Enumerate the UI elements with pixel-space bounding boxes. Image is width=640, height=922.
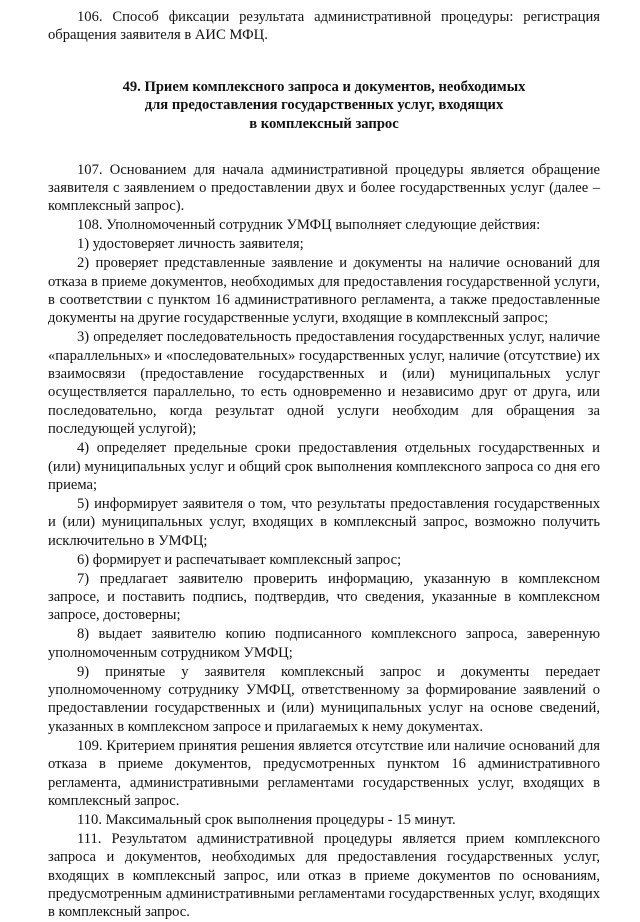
list-item-5: 5) информирует заявителя о том, что результаты предоставления государственных и (или) муниципальных услуг, входящих в комплексный запрос, возможно получить исключительно в УМФЦ;	[48, 495, 600, 549]
paragraph-108: 108. Уполномоченный сотрудник УМФЦ выполняет следующие действия:	[77, 217, 541, 234]
paragraph-107: 107. Основанием для начала административной процедуры является обращение заявителя с заявлением о предоставлении двух и более государственных услуг (далее – комплексный запрос).	[48, 161, 600, 215]
paragraph-111: 111. Результатом административной процедуры является прием комплексного запроса и документов, необходимых для предоставления государственных услуг, входящих в комплексный запрос, или отказ в приеме документов по основаниям, предусмотренным административными регламентами государственных услуг, входящих в комплексный запрос.	[48, 830, 600, 921]
paragraph-110: 110. Максимальный срок выполнения процедуры - 15 минут.	[77, 811, 456, 828]
list-item-1: 1) удостоверяет личность заявителя;	[77, 236, 304, 253]
list-item-8: 8) выдает заявителю копию подписанного комплексного запроса, заверенную уполномоченным сотрудником УМФЦ;	[48, 626, 600, 661]
section-heading	[48, 78, 600, 134]
heading-line-2: для предоставления государственных услуг, входящих	[144, 97, 504, 114]
heading-line-3: в комплексный запрос	[249, 116, 399, 132]
list-item-7: 7) предлагает заявителю проверить информацию, указанную в комплексном запросе, и поставить подпись, подтвердив, что сведения, указанные в комплексном запросе, достоверны;	[48, 570, 600, 624]
list-item-4: 4) определяет предельные сроки предоставления отдельных государственных и (или) муниципальных услуг и общий срок выполнения комплексного запроса со дня его приема;	[48, 440, 600, 493]
list-item-3: 3) определяет последовательность предоставления государственных услуг, наличие «параллельных» и «последовательных» государственных услуг, наличие (отсутствие) их взаимосвязи (предоставление государственных и (или) муниципальных услуг осуществляется параллельно, то есть одновременно и независимо друг от друга, или последовательно, когда результат одной услуги необходим для обращения за последующей услугой);	[48, 329, 600, 438]
document-page	[48, 8, 600, 922]
list-item-2: 2) проверяет представленные заявление и документы на наличие оснований для отказа в приеме документов, необходимых для предоставления государственной услуги, в соответствии с пунктом 16 административного регламента, а также предоставленные документы на другие государственные услуги, входящие в комплексный запрос;	[48, 255, 600, 327]
list-item-6: 6) формирует и распечатывает комплексный запрос;	[77, 551, 402, 568]
list-item-9: 9) принятые у заявителя комплексный запрос и документы передает уполномоченному сотруднику УМФЦ, ответственному за формирование заявлений о предоставлении государственных и (или) муниципальных услуг на основе сведений, указанных в комплексном запросе и прилагаемых к нему документах.	[48, 663, 600, 735]
paragraph-106: 106. Способ фиксации результата административной процедуры: регистрация обращения заявителя в АИС МФЦ.	[48, 9, 600, 44]
paragraph-109: 109. Критерием принятия решения является отсутствие или наличие оснований для отказа в приеме документов, предусмотренных пунктом 16 административного регламента, административными регламентами государственных услуг, входящих в комплексный запрос.	[48, 737, 600, 809]
heading-line-1: 49. Прием комплексного запроса и документов, необходимых	[122, 78, 526, 95]
